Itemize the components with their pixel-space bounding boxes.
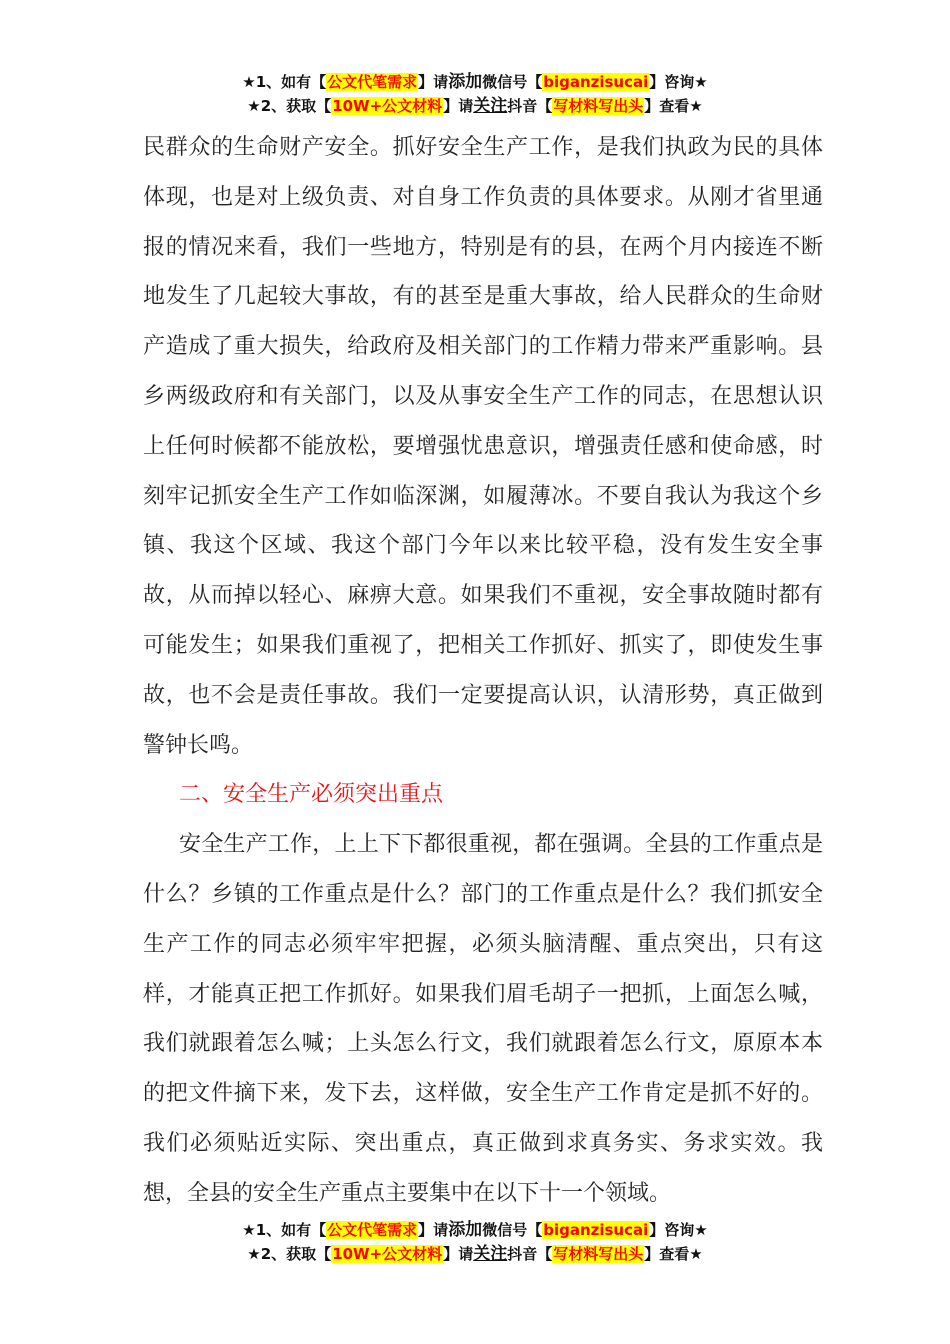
highlight-service: 公文代笔需求 bbox=[327, 73, 418, 91]
document-body bbox=[143, 123, 823, 1219]
promo-text: 】请 bbox=[418, 1221, 449, 1239]
highlight-service: 公文代笔需求 bbox=[327, 1221, 418, 1239]
promo-text: 抖音【 bbox=[507, 97, 553, 115]
highlight-materials: 10W+公文材料 bbox=[332, 1245, 443, 1263]
promo-emphasis: 添加 bbox=[448, 1220, 483, 1240]
promo-text: 】咨询★ bbox=[649, 1221, 708, 1239]
promo-banner-bottom bbox=[0, 1218, 950, 1266]
promo-line-1 bbox=[0, 70, 950, 94]
section-heading-2: 二、安全生产必须突出重点 bbox=[179, 782, 444, 808]
promo-text: 2、获取【 bbox=[260, 1245, 332, 1263]
promo-text: 】咨询★ bbox=[649, 73, 708, 91]
promo-text: 】请 bbox=[443, 1245, 474, 1263]
paragraph-2: 安全生产工作，上上下下都很重视，都在强调。全县的工作重点是什么？乡镇的工作重点是什么？部门的工作重点是什么？我们抓安全生产工作的同志必须牢牢把握，必须头脑清醒、重点突出，只有这样，才能真正把工作抓好。如果我们眉毛胡子一把抓，上面怎么喊，我们就跟着怎么喊；上头怎么行文，我们就跟着怎么行文，原原本本的把文件摘下来，发下去，这样做，安全生产工作肯定是抓不好的。我们必须贴近实际、突出重点，真正做到求真务实、务求实效。我想，全县的安全生产重点主要集中在以下十一个领域。 bbox=[143, 832, 823, 1206]
promo-emphasis: 关注 bbox=[473, 96, 508, 116]
promo-text: 微信号【 bbox=[482, 73, 543, 91]
promo-text: 1、如有【 bbox=[255, 1221, 327, 1239]
promo-text: 】请 bbox=[418, 73, 449, 91]
star-icon: ★ bbox=[242, 73, 256, 91]
star-icon: ★ bbox=[247, 1245, 261, 1263]
highlight-wechat-id: biganzisucai bbox=[543, 1221, 649, 1239]
highlight-materials: 10W+公文材料 bbox=[332, 97, 443, 115]
promo-emphasis: 关注 bbox=[473, 1244, 508, 1264]
promo-line-2 bbox=[0, 1242, 950, 1266]
promo-emphasis: 添加 bbox=[448, 72, 483, 92]
promo-text: 】查看★ bbox=[644, 1245, 703, 1263]
promo-text: 抖音【 bbox=[507, 1245, 553, 1263]
promo-text: 】请 bbox=[443, 97, 474, 115]
highlight-douyin-id: 写材料写出头 bbox=[553, 97, 644, 115]
highlight-douyin-id: 写材料写出头 bbox=[553, 1245, 644, 1263]
promo-line-2 bbox=[0, 94, 950, 118]
promo-text: 微信号【 bbox=[482, 1221, 543, 1239]
star-icon: ★ bbox=[247, 97, 261, 115]
promo-banner-top bbox=[0, 70, 950, 118]
highlight-wechat-id: biganzisucai bbox=[543, 73, 649, 91]
promo-text: 】查看★ bbox=[644, 97, 703, 115]
promo-text: 1、如有【 bbox=[255, 73, 327, 91]
star-icon: ★ bbox=[242, 1221, 256, 1239]
paragraph-1: 民群众的生命财产安全。抓好安全生产工作，是我们执政为民的具体体现，也是对上级负责、对自身工作负责的具体要求。从刚才省里通报的情况来看，我们一些地方，特别是有的县，在两个月内接连不断地发生了几起较大事故，有的甚至是重大事故，给人民群众的生命财产造成了重大损失，给政府及相关部门的工作精力带来严重影响。县乡两级政府和有关部门，以及从事安全生产工作的同志，在思想认识上任何时候都不能放松，要增强忧患意识，增强责任感和使命感，时刻牢记抓安全生产工作如临深渊，如履薄冰。不要自我认为我这个乡镇、我这个区域、我这个部门今年以来比较平稳，没有发生安全事故，从而掉以轻心、麻痹大意。如果我们不重视，安全事故随时都有可能发生；如果我们重视了，把相关工作抓好、抓实了，即使发生事故，也不会是责任事故。我们一定要提高认识，认清形势，真正做到警钟长鸣。 bbox=[143, 135, 823, 758]
promo-text: 2、获取【 bbox=[260, 97, 332, 115]
promo-line-1 bbox=[0, 1218, 950, 1242]
